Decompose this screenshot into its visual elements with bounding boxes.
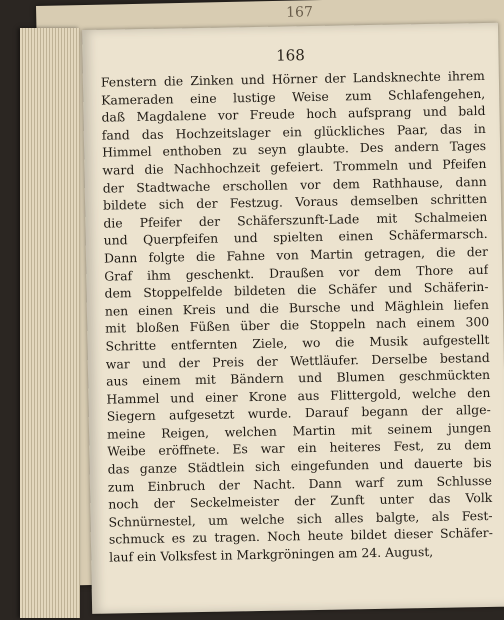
text-line: Fenstern die Zinken und Hörner der Landsknechte ihrem bbox=[100, 67, 485, 90]
text-line: Weibe eröffnete. Es war ein heiteres Fest, zu dem bbox=[107, 437, 492, 460]
text-line: noch der Seckelmeister der Zunft unter das Volk bbox=[108, 490, 493, 512]
text-line: die Pfeifer der Schäferszunft-Lade mit Schalmeien bbox=[103, 208, 488, 231]
text-line: Kameraden eine lustige Weise zum Schlafengehen, bbox=[101, 85, 486, 108]
text-line: zum Einbruch der Nacht. Dann warf zum Schlusse bbox=[107, 472, 493, 495]
text-line: Hammel und einer Krone aus Flittergold, welche den bbox=[106, 384, 491, 407]
body-text bbox=[101, 67, 494, 566]
text-line: fand das Hochzeitslager ein glückliches Paar, das in bbox=[101, 120, 486, 143]
text-line: ward die Nachhochzeit gefeiert. Trommeln und Pfeifen bbox=[102, 155, 487, 178]
text-line: Siegern aufgesetzt wurde. Darauf begann der allge- bbox=[106, 402, 491, 424]
text-line: aus einem mit Bändern und Blumen geschmückten bbox=[106, 367, 491, 389]
text-line: meine Reigen, welchen Martin mit seinem jungen bbox=[106, 419, 492, 442]
page-number: 168 bbox=[275, 46, 305, 65]
text-line: schmuck es zu tragen. Noch heute bildet dieser Schäfer- bbox=[108, 525, 493, 548]
page-stack-edge bbox=[20, 28, 80, 618]
text-line: Graf ihm geschenkt. Draußen vor dem Thore auf bbox=[104, 261, 489, 284]
text-line: lauf ein Volksfest in Markgröningen am 24. August, bbox=[109, 543, 434, 565]
text-line: daß Magdalene vor Freude hoch aufsprang und bald bbox=[101, 103, 486, 125]
previous-page-number: 167 bbox=[286, 4, 314, 21]
text-line: Schnürnestel, um welche sich alles balgte, als Fest- bbox=[108, 507, 493, 530]
text-line: Dann folgte die Fahne von Martin getragen, die der bbox=[103, 243, 489, 266]
text-line: das ganze Städtlein sich eingefunden und dauerte bis bbox=[107, 454, 492, 477]
text-line: Himmel enthoben zu seyn glaubte. Des andern Tages bbox=[102, 138, 487, 161]
text-line: nen einen Kreis und die Bursche und Mäghlein liefen bbox=[104, 296, 489, 319]
text-line: und Querpfeifen und spielten einen Schäfermarsch. bbox=[103, 226, 488, 248]
text-line: mit bloßen Füßen über die Stoppeln nach einem 300 bbox=[105, 314, 490, 336]
text-line: war und der Preis der Wettläufer. Derselbe bestand bbox=[105, 349, 490, 372]
text-line: Schritte entfernten Ziele, wo die Musik aufgestellt bbox=[105, 331, 490, 354]
text-line: der Stadtwache erschollen vor dem Rathhause, dann bbox=[102, 173, 487, 196]
text-line: bildete sich der Festzug. Voraus demselben schritten bbox=[102, 191, 488, 213]
text-line: dem Stoppelfelde bildeten die Schäfer und Schäferin- bbox=[104, 279, 489, 301]
book-page bbox=[82, 23, 504, 614]
